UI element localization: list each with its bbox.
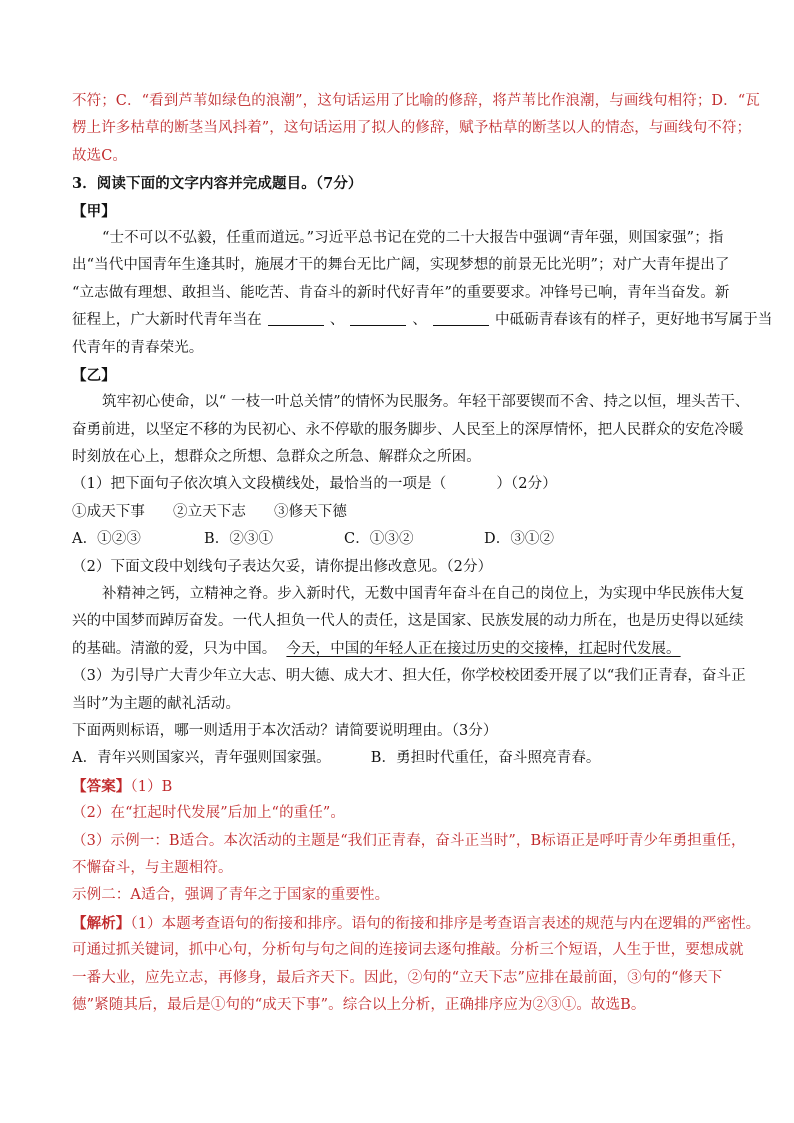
- analysis-text: 楞上许多枯草的断茎当风抖着”，这句话运用了拟人的修辞，赋予枯草的断茎以人的情态，与画线句不符；: [72, 120, 752, 137]
- sub-question-1: [72, 471, 724, 498]
- question-text: （1）把下面句子依次填入文段横线处，最恰当的一项是（: [72, 476, 447, 493]
- phrase-1: ①成天下事: [72, 503, 145, 520]
- choice-d: D．③①②: [484, 531, 555, 548]
- analysis-text: 一番大业，应先立志，再修身，最后齐天下。因此，②句的“立天下志”应排在最前面，③句的“修天下: [72, 969, 723, 986]
- passage-text: 筑牢初心使命，以“ 一枝一叶总关情”的情怀为民服务。年轻干部要锲而不舍、持之以恒，埋头苦干、: [102, 394, 750, 411]
- sub-question-3: （3）为引导广大青少年立大志、明大德、成大才、担大任，你学校校团委开展了以“我们正青春，奋斗正: [72, 668, 746, 685]
- answer-text: （1）B: [130, 778, 173, 795]
- sub-question-2: （2）下面文段中划线句子表达欠妥，请你提出修改意见。（2分）: [72, 558, 493, 575]
- phrase-2: ②立天下志: [173, 503, 246, 520]
- answer-text: （3）示例一：B适合。本次活动的主题是“我们正青春，奋斗正当时”，B标语正是呼吁青少年勇担重任，: [72, 832, 746, 849]
- passage-text: 补精神之钙，立精神之脊。步入新时代，无数中国青年奋斗在自己的岗位上，为实现中华民族伟大复: [102, 586, 745, 603]
- passage-text: 兴的中国梦而踔厉奋发。一代人担负一代人的责任，这是国家、民族发展的动力所在，也是历史得以延续: [72, 613, 744, 630]
- answer-text: 不懈奋斗，与主题相符。: [72, 859, 233, 876]
- choice-options: [72, 526, 724, 553]
- passage-text: 出“当代中国青年生逢其时，施展才干的舞台无比广阔，实现梦想的前景无比光明”；对广大青年提出了: [72, 257, 730, 274]
- fill-blank-3: [433, 310, 489, 326]
- passage-text: 中砥砺青春该有的样子，更好地书写属于当: [495, 312, 773, 329]
- fill-blank-2: [350, 310, 406, 326]
- analysis-text: 故选C。: [72, 147, 127, 164]
- analysis-label: 【解析】: [72, 914, 131, 932]
- underlined-sentence: 今天，中国的年轻人正在接过历史的交接棒，扛起时代发展。: [286, 640, 681, 657]
- passage-text: 时刻放在心上，想群众之所想、急群众之所急、解群众之所困。: [72, 449, 481, 466]
- analysis-text: 德”紧随其后，最后是①句的“成天下事”。综合以上分析，正确排序应为②③①。故选B。: [72, 996, 646, 1013]
- analysis-text: 可通过抓关键词，抓中心句，分析句与句之间的连接词去逐句推敲。分析三个短语，人生于世，要想成就: [72, 942, 744, 959]
- section-label-jia: 【甲】: [72, 202, 116, 220]
- passage-text: “立志做有理想、敢担当、能吃苦、肯奋斗的新时代好青年”的重要要求。冲锋号已响，青年当奋发。新: [72, 284, 730, 301]
- passage-text-with-blanks: 征程上，广大新时代青年当在 、 、 中砥砺青春该有的样子，更好地书写属于当: [72, 312, 773, 329]
- document-page: [72, 88, 773, 1019]
- choice-b: B．②③①: [204, 531, 274, 548]
- passage-text: 代青年的青春荣光。: [72, 339, 204, 356]
- slogan-options: [72, 745, 724, 772]
- choice-a: A．①②③: [72, 531, 141, 548]
- passage-text: 奋勇前进，以坚定不移的为民初心、永不停歇的服务脚步、人民至上的深厚情怀，把人民群众的安危冷暖: [72, 421, 744, 438]
- passage-text: “士不可以不弘毅，任重而道远。”习近平总书记在党的二十大报告中强调“青年强，则国家强”；指: [102, 229, 724, 246]
- analysis-line: [72, 910, 761, 937]
- passage-text: 征程上，广大新时代青年当在: [72, 312, 262, 329]
- choice-c: C．①③②: [344, 531, 414, 548]
- passage-text: [72, 636, 724, 663]
- section-label-yi: 【乙】: [72, 366, 116, 384]
- phrase-options: [72, 499, 724, 526]
- passage-text: 的基础。清澈的爱，只为中国。: [72, 640, 277, 657]
- answer-text: 示例二：A适合，强调了青年之于国家的重要性。: [72, 887, 390, 904]
- answer-text: （2）在“扛起时代发展”后加上“的重任”。: [72, 805, 345, 822]
- question-heading: 3．阅读下面的文字内容并完成题目。（7分）: [72, 175, 363, 193]
- question-text: 当时”为主题的献礼活动。: [72, 695, 241, 712]
- answer-line: [72, 773, 724, 800]
- analysis-text: 不符；C．“看到芦苇如绿色的浪潮”，这句话运用了比喻的修辞，将芦苇比作浪潮，与画线句相符；D．“瓦: [72, 93, 760, 109]
- phrase-3: ③修天下德: [274, 503, 347, 520]
- question-text: 下面两则标语，哪一则适用于本次活动？请简要说明理由。（3分）: [72, 722, 498, 739]
- fill-blank-1: [268, 310, 324, 326]
- analysis-text: （1）本题考查语句的衔接和排序。语句的衔接和排序是考查语言表述的规范与内在逻辑的严密性。: [130, 915, 761, 932]
- question-text: ）（2分）: [496, 476, 557, 493]
- answer-label: 【答案】: [72, 777, 131, 795]
- slogan-b: B．勇担时代重任，奋斗照亮青春。: [370, 750, 601, 767]
- slogan-a: A．青年兴则国家兴，青年强则国家强。: [72, 750, 331, 767]
